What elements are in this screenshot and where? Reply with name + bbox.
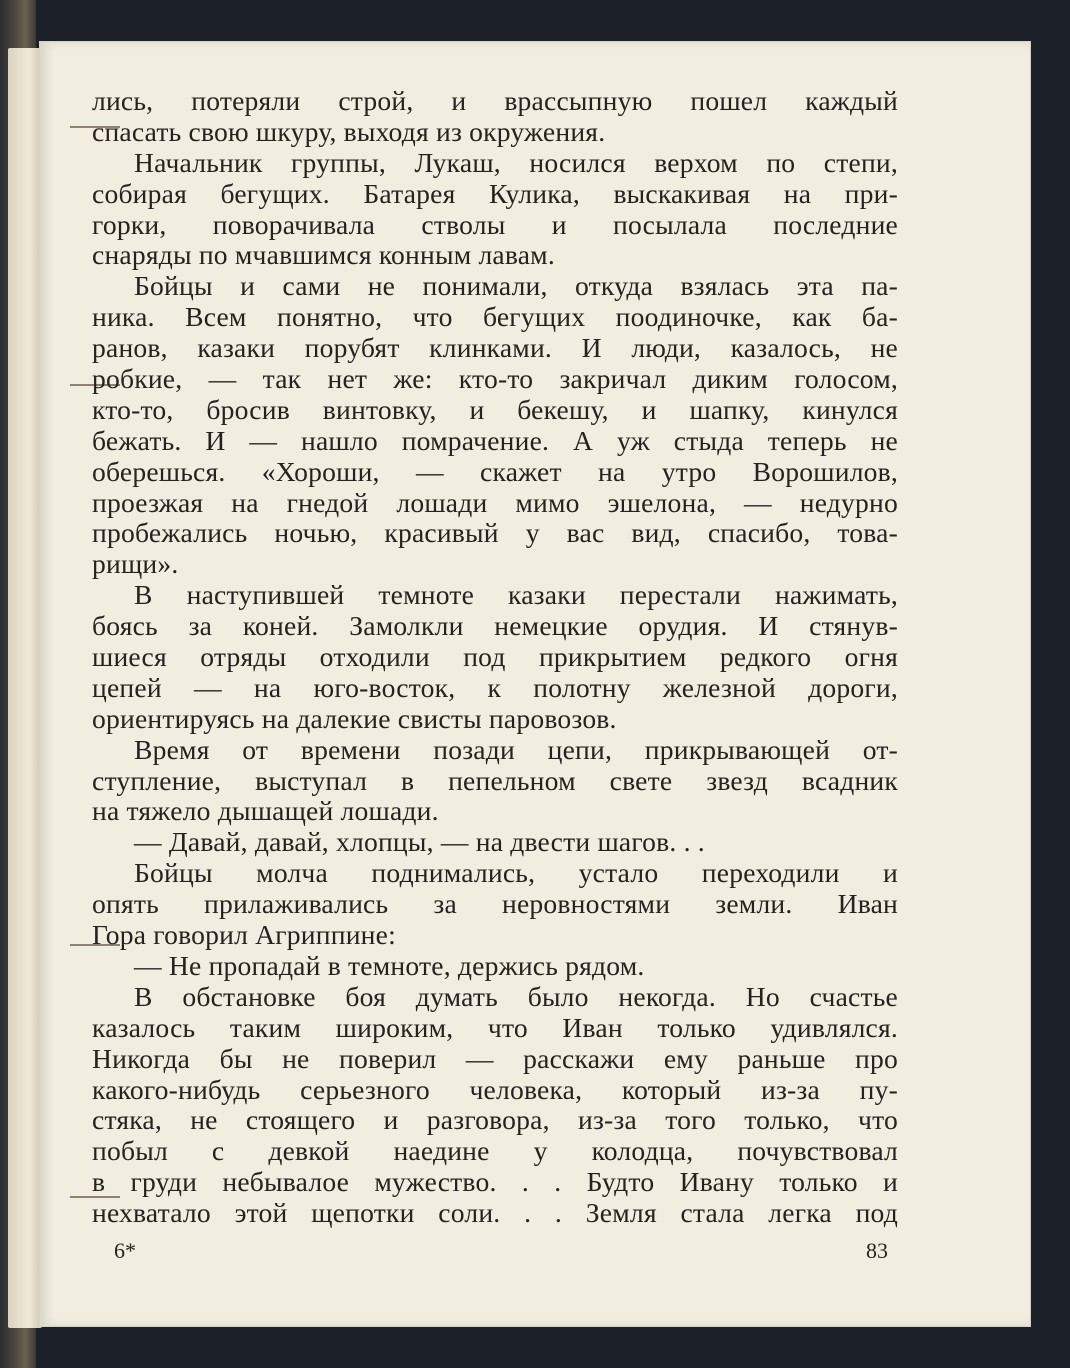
- text-line: ника. Всем понятно, что бегущих поодиночке, как ба-: [92, 301, 898, 333]
- text-line: казалось таким широким, что Иван только удивлялся.: [92, 1011, 898, 1043]
- text-line: проезжая на гнедой лошади мимо эшелона, — недурно: [92, 486, 898, 518]
- text-line: ступление, выступал в пепельном свете звезд всадник: [92, 764, 898, 796]
- text-line: Время от времени позади цепи, прикрывающей от-: [134, 733, 898, 765]
- text-line: кто-то, бросив винтовку, и бекешу, и шапку, кинулся: [92, 393, 898, 425]
- text-line: побыл с девкой наедине у колодца, почувствовал: [92, 1135, 898, 1167]
- text-line: шиеся отряды отходили под прикрытием редкого огня: [92, 641, 898, 673]
- text-line: бежать. И — нашло помрачение. А уж стыда теперь не: [92, 424, 898, 456]
- text-line: лись, потеряли строй, и врассыпную пошел каждый: [92, 85, 898, 116]
- text-line: — Давай, давай, хлопцы, — на двести шагов. . .: [134, 826, 705, 858]
- text-line: на тяжело дышащей лошади.: [92, 795, 439, 827]
- text-line: собирая бегущих. Батарея Кулика, выскакивая на при-: [92, 177, 898, 209]
- text-line: робкие, — так нет же: кто-то закричал диким голосом,: [92, 363, 898, 395]
- text-line: стяка, не стоящего и разговора, из-за того только, что: [92, 1104, 898, 1136]
- printer-signature: 6*: [114, 1238, 136, 1263]
- page-text: [92, 86, 898, 1229]
- text-line: в груди небывалое мужество. . . Будто Ивану только и: [92, 1166, 898, 1198]
- text-line: нехватало этой щепотки соли. . . Земля стала легка под: [92, 1197, 898, 1229]
- text-line: В наступившей темноте казаки перестали нажимать,: [134, 579, 898, 611]
- text-line: — Не пропадай в темноте, держись рядом.: [134, 949, 645, 981]
- text-line: цепей — на юго-восток, к полотну железной дороги,: [92, 671, 898, 703]
- text-line: какого-нибудь серьезного человека, который из-за пу-: [92, 1073, 898, 1105]
- text-line: пробежались ночью, красивый у вас вид, спасибо, това-: [92, 517, 898, 549]
- text-line: Никогда бы не поверил — расскажи ему раньше про: [92, 1042, 898, 1074]
- text-line: В обстановке боя думать было некогда. Но счастье: [134, 980, 898, 1012]
- text-line: Гора говорил Агриппине:: [92, 919, 396, 951]
- text-line: Начальник группы, Лукаш, носился верхом по степи,: [134, 146, 898, 178]
- text-line: Бойцы молча поднимались, устало переходили и: [134, 857, 898, 889]
- text-line: спасать свою шкуру, выходя из окружения.: [92, 115, 606, 147]
- text-line: снаряды по мчавшимся конным лавам.: [92, 239, 555, 271]
- text-line: горки, поворачивала стволы и посылала последние: [92, 208, 898, 240]
- text-line: рищи».: [92, 548, 179, 580]
- page-number: 83: [866, 1238, 888, 1263]
- text-line: ранов, казаки порубят клинками. И люди, казалось, не: [92, 332, 898, 364]
- text-line: опять прилаживались за неровностями земли. Иван: [92, 888, 898, 920]
- text-line: оберешься. «Хороши, — скажет на утро Ворошилов,: [92, 455, 898, 487]
- left-page-edge: [8, 48, 42, 1328]
- text-line: Бойцы и сами не понимали, откуда взялась эта па-: [134, 270, 898, 302]
- text-line: боясь за коней. Замолкли немецкие орудия. И стянув-: [92, 610, 898, 642]
- text-line: ориентируясь на далекие свисты паровозов.: [92, 702, 617, 734]
